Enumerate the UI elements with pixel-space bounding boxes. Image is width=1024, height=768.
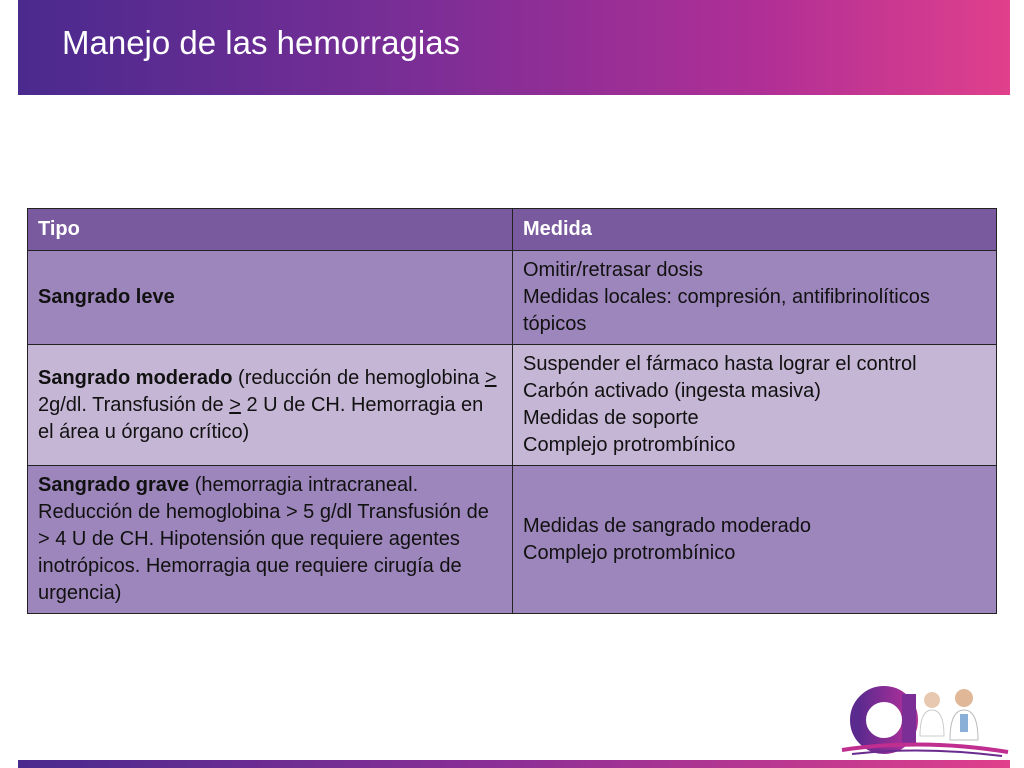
- tipo-cell: [28, 466, 513, 614]
- tipo-label: Sangrado grave: [38, 474, 190, 496]
- medida-line: Medidas locales: compresión, antifibrinolíticos: [523, 286, 930, 308]
- slide-title: Manejo de las hemorragias: [62, 24, 461, 61]
- medida-line: Carbón activado (ingesta masiva): [523, 380, 821, 402]
- tipo-detail: (hemorragia intracraneal. Reducción de hemoglobina > 5 g/dl Transfusión de > 4 U de CH. Hipotensión que requiere agentes inotrópicos. Hemorragia que requiere cirugía de urgencia): [38, 474, 489, 604]
- medida-cell: [513, 345, 997, 466]
- brand-logo-icon: [832, 680, 1012, 758]
- title-bar: [18, 0, 1010, 95]
- medida-line: Omitir/retrasar dosis: [523, 259, 704, 281]
- table-header-row: [28, 209, 997, 251]
- medida-line: Medidas de soporte: [523, 407, 699, 429]
- medida-cell: [513, 251, 997, 345]
- medida-line: Medidas de sangrado moderado: [523, 514, 811, 537]
- tipo-cell: [28, 345, 513, 466]
- medida-line: tópicos: [523, 313, 587, 335]
- table-row: [28, 251, 997, 345]
- tipo-label: Sangrado leve: [38, 286, 175, 308]
- table-row: [28, 345, 997, 466]
- medida-line: Suspender el fármaco hasta lograr el control: [523, 353, 917, 375]
- header-tipo: Tipo: [28, 209, 513, 251]
- tipo-label: Sangrado moderado: [38, 366, 233, 389]
- header-medida: Medida: [513, 209, 997, 251]
- tipo-detail: (reducción de hemoglobina: [232, 366, 485, 389]
- table-row: [28, 466, 997, 614]
- medida-cell: [513, 466, 997, 614]
- bottom-bar: [18, 760, 1010, 768]
- medida-line: Complejo protrombínico: [523, 434, 736, 456]
- medida-line: Complejo protrombínico: [523, 541, 736, 564]
- tipo-detail: 2 U de CH. Hemorragia en el área u órgano crítico): [38, 393, 484, 443]
- tipo-detail: 2g/dl. Transfusión de: [38, 393, 230, 416]
- ge-symbol: >: [484, 366, 497, 389]
- ge-symbol: >: [229, 393, 241, 416]
- hemorrhage-table: [27, 208, 997, 614]
- brand-logo-icon: [832, 680, 1012, 758]
- tipo-cell: [28, 251, 513, 345]
